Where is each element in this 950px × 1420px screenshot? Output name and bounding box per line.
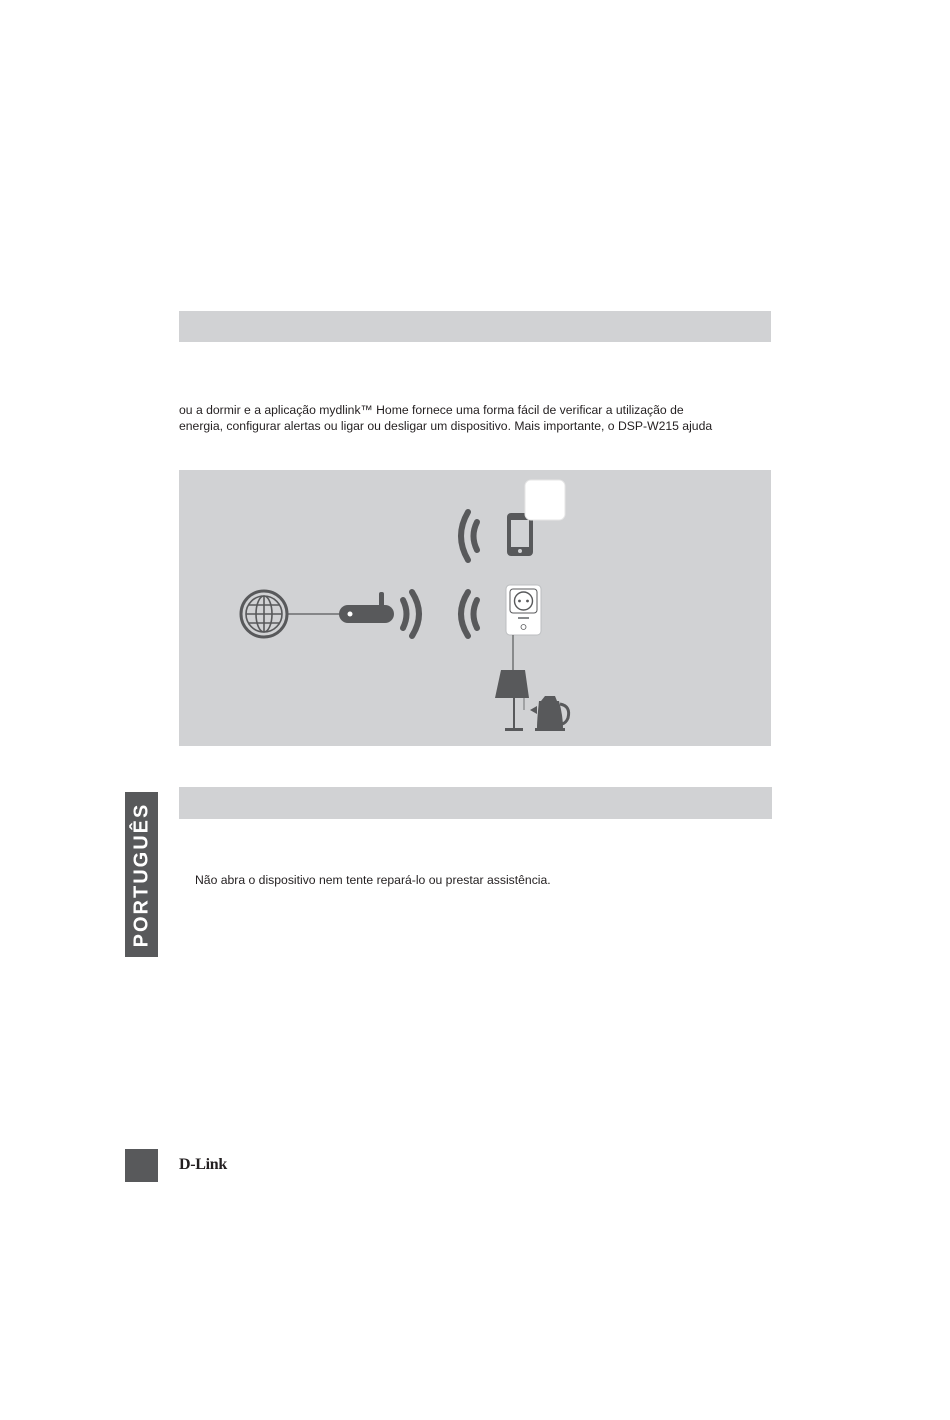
safety-item: Não abra o dispositivo nem tente repará-lo ou prestar assistência. [195,873,551,887]
app-icon [525,480,565,520]
language-side-tab-label: PORTUGUÊS [130,802,152,947]
globe-icon [241,591,287,637]
language-side-tab [125,792,158,957]
smart-plug-icon [506,585,541,635]
router-icon [339,592,394,623]
intro-line-2: energia, configurar alertas ou ligar ou desligar um dispositivo. Mais importante, o DSP-W215 ajuda [179,419,713,433]
router-wifi-waves-icon [403,592,419,636]
page-number-box [125,1149,158,1182]
intro-line-1: ou a dormir e a aplicação mydlink™ Home fornece uma forma fácil de verificar a utilização de [179,403,684,417]
kettle-icon [530,696,569,731]
network-diagram-graphic [179,470,771,746]
plug-wifi-waves-icon [461,592,477,636]
section-header-band [179,311,771,342]
network-diagram [179,470,771,746]
lamp-icon [495,670,529,731]
phone-wifi-waves-icon [461,512,477,560]
safety-header-band [179,787,772,819]
brand-logo: D-Link [179,1156,227,1173]
